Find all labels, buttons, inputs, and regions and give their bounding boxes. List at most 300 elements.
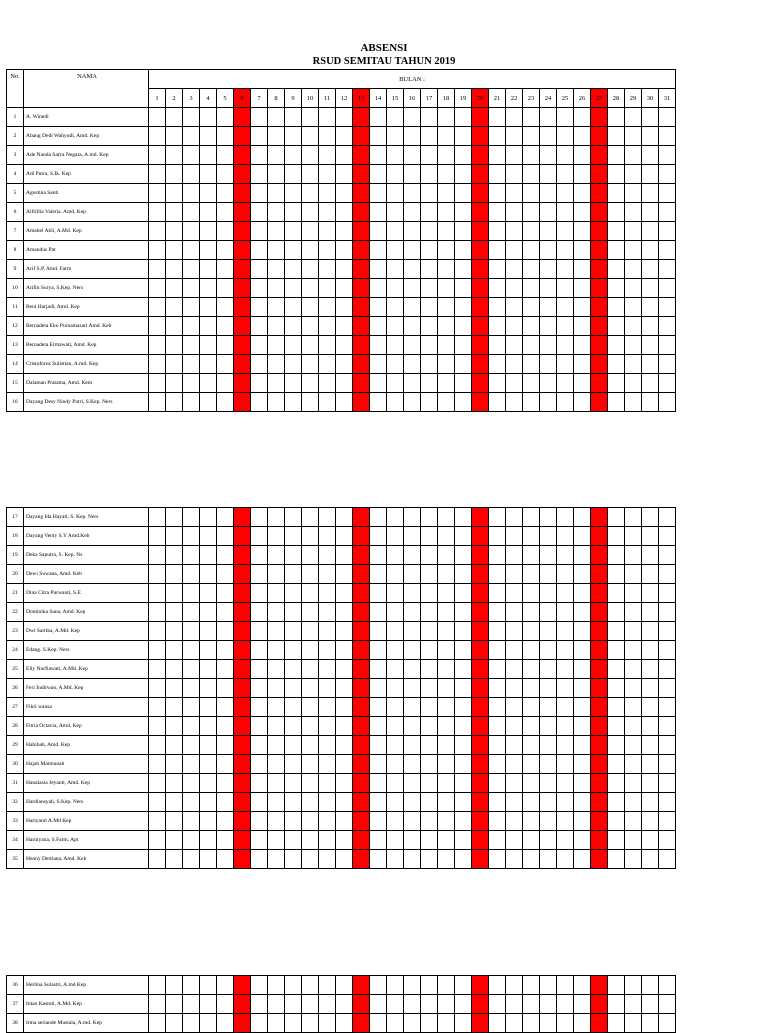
attendance-cell[interactable] [404, 584, 421, 603]
attendance-cell[interactable] [370, 679, 387, 698]
attendance-cell[interactable] [387, 241, 404, 260]
attendance-cell[interactable] [268, 603, 285, 622]
attendance-cell[interactable] [506, 317, 523, 336]
attendance-cell[interactable] [489, 812, 506, 831]
attendance-cell[interactable] [387, 527, 404, 546]
attendance-cell[interactable] [642, 260, 659, 279]
attendance-cell[interactable] [506, 565, 523, 584]
attendance-cell[interactable] [540, 995, 557, 1014]
attendance-cell[interactable] [268, 793, 285, 812]
attendance-cell[interactable] [608, 995, 625, 1014]
attendance-cell[interactable] [200, 393, 217, 412]
attendance-cell[interactable] [421, 508, 438, 527]
attendance-cell[interactable] [608, 527, 625, 546]
attendance-cell[interactable] [489, 508, 506, 527]
attendance-cell[interactable] [353, 317, 370, 336]
attendance-cell[interactable] [200, 831, 217, 850]
attendance-cell[interactable] [489, 976, 506, 995]
attendance-cell[interactable] [523, 976, 540, 995]
attendance-cell[interactable] [251, 317, 268, 336]
attendance-cell[interactable] [574, 717, 591, 736]
attendance-cell[interactable] [370, 831, 387, 850]
attendance-cell[interactable] [268, 127, 285, 146]
attendance-cell[interactable] [353, 260, 370, 279]
attendance-cell[interactable] [625, 184, 642, 203]
attendance-cell[interactable] [353, 976, 370, 995]
attendance-cell[interactable] [574, 108, 591, 127]
attendance-cell[interactable] [336, 222, 353, 241]
attendance-cell[interactable] [166, 317, 183, 336]
attendance-cell[interactable] [455, 146, 472, 165]
attendance-cell[interactable] [472, 622, 489, 641]
attendance-cell[interactable] [421, 317, 438, 336]
attendance-cell[interactable] [251, 717, 268, 736]
attendance-cell[interactable] [251, 622, 268, 641]
attendance-cell[interactable] [302, 584, 319, 603]
attendance-cell[interactable] [336, 622, 353, 641]
attendance-cell[interactable] [574, 793, 591, 812]
attendance-cell[interactable] [234, 298, 251, 317]
attendance-cell[interactable] [370, 698, 387, 717]
attendance-cell[interactable] [200, 222, 217, 241]
attendance-cell[interactable] [506, 298, 523, 317]
attendance-cell[interactable] [625, 831, 642, 850]
attendance-cell[interactable] [302, 603, 319, 622]
attendance-cell[interactable] [183, 546, 200, 565]
attendance-cell[interactable] [200, 241, 217, 260]
attendance-cell[interactable] [506, 850, 523, 869]
attendance-cell[interactable] [506, 660, 523, 679]
attendance-cell[interactable] [149, 1014, 166, 1033]
attendance-cell[interactable] [166, 546, 183, 565]
attendance-cell[interactable] [540, 831, 557, 850]
attendance-cell[interactable] [234, 355, 251, 374]
attendance-cell[interactable] [285, 546, 302, 565]
attendance-cell[interactable] [455, 584, 472, 603]
attendance-cell[interactable] [591, 374, 608, 393]
attendance-cell[interactable] [370, 165, 387, 184]
attendance-cell[interactable] [540, 165, 557, 184]
attendance-cell[interactable] [506, 736, 523, 755]
attendance-cell[interactable] [591, 584, 608, 603]
attendance-cell[interactable] [336, 527, 353, 546]
attendance-cell[interactable] [642, 279, 659, 298]
attendance-cell[interactable] [591, 660, 608, 679]
attendance-cell[interactable] [438, 831, 455, 850]
attendance-cell[interactable] [268, 698, 285, 717]
attendance-cell[interactable] [183, 317, 200, 336]
attendance-cell[interactable] [472, 203, 489, 222]
attendance-cell[interactable] [251, 508, 268, 527]
attendance-cell[interactable] [608, 279, 625, 298]
attendance-cell[interactable] [200, 812, 217, 831]
attendance-cell[interactable] [472, 565, 489, 584]
attendance-cell[interactable] [540, 317, 557, 336]
attendance-cell[interactable] [642, 995, 659, 1014]
attendance-cell[interactable] [404, 336, 421, 355]
attendance-cell[interactable] [183, 793, 200, 812]
attendance-cell[interactable] [336, 374, 353, 393]
attendance-cell[interactable] [183, 603, 200, 622]
attendance-cell[interactable] [285, 108, 302, 127]
attendance-cell[interactable] [455, 736, 472, 755]
attendance-cell[interactable] [540, 184, 557, 203]
attendance-cell[interactable] [200, 603, 217, 622]
attendance-cell[interactable] [302, 755, 319, 774]
attendance-cell[interactable] [659, 850, 676, 869]
attendance-cell[interactable] [574, 317, 591, 336]
attendance-cell[interactable] [455, 717, 472, 736]
attendance-cell[interactable] [472, 736, 489, 755]
attendance-cell[interactable] [455, 812, 472, 831]
attendance-cell[interactable] [591, 622, 608, 641]
attendance-cell[interactable] [370, 355, 387, 374]
attendance-cell[interactable] [285, 165, 302, 184]
attendance-cell[interactable] [336, 831, 353, 850]
attendance-cell[interactable] [659, 995, 676, 1014]
attendance-cell[interactable] [183, 260, 200, 279]
attendance-cell[interactable] [574, 603, 591, 622]
attendance-cell[interactable] [642, 603, 659, 622]
attendance-cell[interactable] [659, 108, 676, 127]
attendance-cell[interactable] [523, 698, 540, 717]
attendance-cell[interactable] [625, 108, 642, 127]
attendance-cell[interactable] [472, 831, 489, 850]
attendance-cell[interactable] [251, 546, 268, 565]
attendance-cell[interactable] [370, 717, 387, 736]
attendance-cell[interactable] [608, 146, 625, 165]
attendance-cell[interactable] [591, 976, 608, 995]
attendance-cell[interactable] [625, 812, 642, 831]
attendance-cell[interactable] [557, 717, 574, 736]
attendance-cell[interactable] [336, 146, 353, 165]
attendance-cell[interactable] [285, 995, 302, 1014]
attendance-cell[interactable] [166, 355, 183, 374]
attendance-cell[interactable] [438, 222, 455, 241]
attendance-cell[interactable] [455, 508, 472, 527]
attendance-cell[interactable] [506, 831, 523, 850]
attendance-cell[interactable] [608, 774, 625, 793]
attendance-cell[interactable] [285, 279, 302, 298]
attendance-cell[interactable] [200, 165, 217, 184]
attendance-cell[interactable] [540, 374, 557, 393]
attendance-cell[interactable] [625, 508, 642, 527]
attendance-cell[interactable] [217, 793, 234, 812]
attendance-cell[interactable] [234, 279, 251, 298]
attendance-cell[interactable] [659, 165, 676, 184]
attendance-cell[interactable] [489, 241, 506, 260]
attendance-cell[interactable] [319, 812, 336, 831]
attendance-cell[interactable] [608, 222, 625, 241]
attendance-cell[interactable] [489, 850, 506, 869]
attendance-cell[interactable] [659, 222, 676, 241]
attendance-cell[interactable] [455, 755, 472, 774]
attendance-cell[interactable] [591, 641, 608, 660]
attendance-cell[interactable] [285, 584, 302, 603]
attendance-cell[interactable] [557, 622, 574, 641]
attendance-cell[interactable] [166, 527, 183, 546]
attendance-cell[interactable] [625, 622, 642, 641]
attendance-cell[interactable] [489, 222, 506, 241]
attendance-cell[interactable] [540, 622, 557, 641]
attendance-cell[interactable] [472, 279, 489, 298]
attendance-cell[interactable] [608, 393, 625, 412]
attendance-cell[interactable] [353, 660, 370, 679]
attendance-cell[interactable] [523, 108, 540, 127]
attendance-cell[interactable] [455, 622, 472, 641]
attendance-cell[interactable] [642, 546, 659, 565]
attendance-cell[interactable] [251, 812, 268, 831]
attendance-cell[interactable] [591, 546, 608, 565]
attendance-cell[interactable] [404, 831, 421, 850]
attendance-cell[interactable] [336, 995, 353, 1014]
attendance-cell[interactable] [183, 641, 200, 660]
attendance-cell[interactable] [302, 241, 319, 260]
attendance-cell[interactable] [438, 1014, 455, 1033]
attendance-cell[interactable] [251, 995, 268, 1014]
attendance-cell[interactable] [540, 793, 557, 812]
attendance-cell[interactable] [472, 508, 489, 527]
attendance-cell[interactable] [370, 127, 387, 146]
attendance-cell[interactable] [523, 850, 540, 869]
attendance-cell[interactable] [166, 279, 183, 298]
attendance-cell[interactable] [523, 1014, 540, 1033]
attendance-cell[interactable] [319, 355, 336, 374]
attendance-cell[interactable] [200, 995, 217, 1014]
attendance-cell[interactable] [455, 108, 472, 127]
attendance-cell[interactable] [659, 698, 676, 717]
attendance-cell[interactable] [659, 660, 676, 679]
attendance-cell[interactable] [506, 355, 523, 374]
attendance-cell[interactable] [591, 298, 608, 317]
attendance-cell[interactable] [421, 641, 438, 660]
attendance-cell[interactable] [659, 508, 676, 527]
attendance-cell[interactable] [387, 660, 404, 679]
attendance-cell[interactable] [268, 374, 285, 393]
attendance-cell[interactable] [336, 336, 353, 355]
attendance-cell[interactable] [404, 241, 421, 260]
attendance-cell[interactable] [234, 317, 251, 336]
attendance-cell[interactable] [285, 203, 302, 222]
attendance-cell[interactable] [421, 393, 438, 412]
attendance-cell[interactable] [251, 298, 268, 317]
attendance-cell[interactable] [540, 584, 557, 603]
attendance-cell[interactable] [217, 850, 234, 869]
attendance-cell[interactable] [438, 698, 455, 717]
attendance-cell[interactable] [540, 355, 557, 374]
attendance-cell[interactable] [251, 660, 268, 679]
attendance-cell[interactable] [506, 260, 523, 279]
attendance-cell[interactable] [625, 850, 642, 869]
attendance-cell[interactable] [336, 641, 353, 660]
attendance-cell[interactable] [183, 774, 200, 793]
attendance-cell[interactable] [574, 546, 591, 565]
attendance-cell[interactable] [370, 184, 387, 203]
attendance-cell[interactable] [268, 508, 285, 527]
attendance-cell[interactable] [166, 203, 183, 222]
attendance-cell[interactable] [438, 355, 455, 374]
attendance-cell[interactable] [183, 298, 200, 317]
attendance-cell[interactable] [574, 812, 591, 831]
attendance-cell[interactable] [455, 260, 472, 279]
attendance-cell[interactable] [319, 850, 336, 869]
attendance-cell[interactable] [336, 812, 353, 831]
attendance-cell[interactable] [404, 660, 421, 679]
attendance-cell[interactable] [319, 317, 336, 336]
attendance-cell[interactable] [540, 603, 557, 622]
attendance-cell[interactable] [625, 146, 642, 165]
attendance-cell[interactable] [234, 374, 251, 393]
attendance-cell[interactable] [183, 393, 200, 412]
attendance-cell[interactable] [336, 565, 353, 584]
attendance-cell[interactable] [370, 146, 387, 165]
attendance-cell[interactable] [489, 336, 506, 355]
attendance-cell[interactable] [353, 127, 370, 146]
attendance-cell[interactable] [421, 146, 438, 165]
attendance-cell[interactable] [217, 812, 234, 831]
attendance-cell[interactable] [438, 976, 455, 995]
attendance-cell[interactable] [336, 976, 353, 995]
attendance-cell[interactable] [387, 203, 404, 222]
attendance-cell[interactable] [183, 165, 200, 184]
attendance-cell[interactable] [217, 508, 234, 527]
attendance-cell[interactable] [285, 774, 302, 793]
attendance-cell[interactable] [302, 565, 319, 584]
attendance-cell[interactable] [302, 850, 319, 869]
attendance-cell[interactable] [421, 679, 438, 698]
attendance-cell[interactable] [251, 774, 268, 793]
attendance-cell[interactable] [200, 717, 217, 736]
attendance-cell[interactable] [183, 108, 200, 127]
attendance-cell[interactable] [421, 127, 438, 146]
attendance-cell[interactable] [659, 203, 676, 222]
attendance-cell[interactable] [642, 812, 659, 831]
attendance-cell[interactable] [540, 146, 557, 165]
attendance-cell[interactable] [506, 755, 523, 774]
attendance-cell[interactable] [370, 298, 387, 317]
attendance-cell[interactable] [370, 203, 387, 222]
attendance-cell[interactable] [472, 165, 489, 184]
attendance-cell[interactable] [183, 660, 200, 679]
attendance-cell[interactable] [251, 127, 268, 146]
attendance-cell[interactable] [659, 546, 676, 565]
attendance-cell[interactable] [353, 508, 370, 527]
attendance-cell[interactable] [625, 774, 642, 793]
attendance-cell[interactable] [489, 260, 506, 279]
attendance-cell[interactable] [489, 1014, 506, 1033]
attendance-cell[interactable] [506, 995, 523, 1014]
attendance-cell[interactable] [268, 546, 285, 565]
attendance-cell[interactable] [591, 260, 608, 279]
attendance-cell[interactable] [319, 641, 336, 660]
attendance-cell[interactable] [200, 976, 217, 995]
attendance-cell[interactable] [642, 203, 659, 222]
attendance-cell[interactable] [149, 831, 166, 850]
attendance-cell[interactable] [625, 755, 642, 774]
attendance-cell[interactable] [472, 546, 489, 565]
attendance-cell[interactable] [659, 317, 676, 336]
attendance-cell[interactable] [353, 336, 370, 355]
attendance-cell[interactable] [608, 1014, 625, 1033]
attendance-cell[interactable] [149, 774, 166, 793]
attendance-cell[interactable] [200, 698, 217, 717]
attendance-cell[interactable] [574, 850, 591, 869]
attendance-cell[interactable] [540, 641, 557, 660]
attendance-cell[interactable] [557, 641, 574, 660]
attendance-cell[interactable] [659, 336, 676, 355]
attendance-cell[interactable] [234, 1014, 251, 1033]
attendance-cell[interactable] [642, 641, 659, 660]
attendance-cell[interactable] [319, 831, 336, 850]
attendance-cell[interactable] [285, 565, 302, 584]
attendance-cell[interactable] [523, 679, 540, 698]
attendance-cell[interactable] [251, 793, 268, 812]
attendance-cell[interactable] [336, 584, 353, 603]
attendance-cell[interactable] [217, 976, 234, 995]
attendance-cell[interactable] [353, 165, 370, 184]
attendance-cell[interactable] [370, 222, 387, 241]
attendance-cell[interactable] [523, 184, 540, 203]
attendance-cell[interactable] [200, 793, 217, 812]
attendance-cell[interactable] [353, 717, 370, 736]
attendance-cell[interactable] [183, 698, 200, 717]
attendance-cell[interactable] [540, 241, 557, 260]
attendance-cell[interactable] [370, 603, 387, 622]
attendance-cell[interactable] [387, 603, 404, 622]
attendance-cell[interactable] [285, 184, 302, 203]
attendance-cell[interactable] [404, 527, 421, 546]
attendance-cell[interactable] [523, 603, 540, 622]
attendance-cell[interactable] [625, 698, 642, 717]
attendance-cell[interactable] [268, 565, 285, 584]
attendance-cell[interactable] [268, 165, 285, 184]
attendance-cell[interactable] [421, 108, 438, 127]
attendance-cell[interactable] [149, 995, 166, 1014]
attendance-cell[interactable] [574, 774, 591, 793]
attendance-cell[interactable] [183, 336, 200, 355]
attendance-cell[interactable] [608, 317, 625, 336]
attendance-cell[interactable] [421, 660, 438, 679]
attendance-cell[interactable] [591, 831, 608, 850]
attendance-cell[interactable] [523, 774, 540, 793]
attendance-cell[interactable] [438, 336, 455, 355]
attendance-cell[interactable] [608, 755, 625, 774]
attendance-cell[interactable] [506, 184, 523, 203]
attendance-cell[interactable] [523, 736, 540, 755]
attendance-cell[interactable] [370, 317, 387, 336]
attendance-cell[interactable] [387, 165, 404, 184]
attendance-cell[interactable] [557, 203, 574, 222]
attendance-cell[interactable] [557, 127, 574, 146]
attendance-cell[interactable] [421, 831, 438, 850]
attendance-cell[interactable] [319, 374, 336, 393]
attendance-cell[interactable] [353, 279, 370, 298]
attendance-cell[interactable] [336, 203, 353, 222]
attendance-cell[interactable] [217, 527, 234, 546]
attendance-cell[interactable] [574, 995, 591, 1014]
attendance-cell[interactable] [251, 527, 268, 546]
attendance-cell[interactable] [608, 812, 625, 831]
attendance-cell[interactable] [506, 1014, 523, 1033]
attendance-cell[interactable] [149, 317, 166, 336]
attendance-cell[interactable] [353, 793, 370, 812]
attendance-cell[interactable] [608, 850, 625, 869]
attendance-cell[interactable] [200, 355, 217, 374]
attendance-cell[interactable] [455, 679, 472, 698]
attendance-cell[interactable] [268, 622, 285, 641]
attendance-cell[interactable] [200, 546, 217, 565]
attendance-cell[interactable] [353, 146, 370, 165]
